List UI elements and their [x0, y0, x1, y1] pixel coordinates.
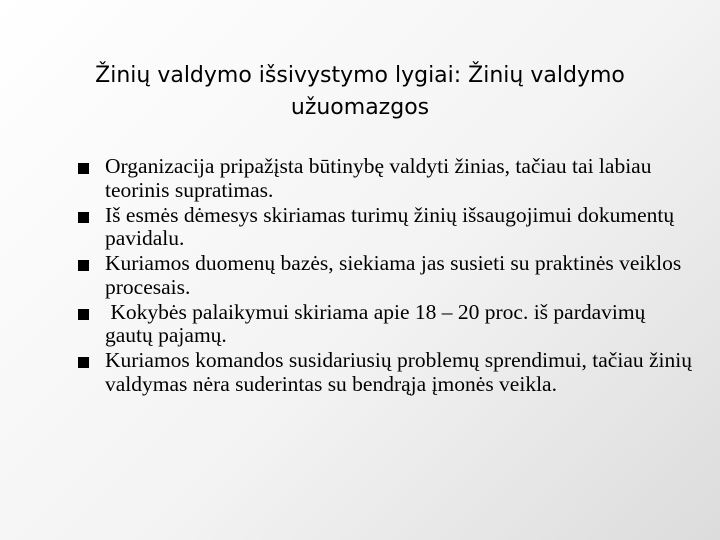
- bullet-text: Kuriamos komandos susidariusių problemų sprendimui, tačiau žinių valdymas nėra suderintas su bendrąja įmonės veikla.: [105, 348, 698, 396]
- square-bullet-icon: [78, 357, 89, 368]
- bullet-text: Organizacija pripažįsta būtinybę valdyti žinias, tačiau tai labiau teorinis supratimas.: [105, 154, 657, 202]
- slide-title: Žinių valdymo išsivystymo lygiai: Žinių valdymo užuomazgos: [95, 63, 625, 120]
- square-bullet-icon: [78, 309, 89, 320]
- bullet-item: [78, 349, 698, 396]
- bullet-item: [78, 252, 698, 299]
- square-bullet-icon: [78, 212, 89, 223]
- square-bullet-icon: [78, 163, 89, 174]
- bullet-item: [78, 204, 698, 251]
- bullet-item: [78, 301, 698, 348]
- square-bullet-icon: [78, 260, 89, 271]
- bullet-text: Kokybės palaikymui skiriama apie 18 – 20 proc. iš pardavimų gautų pajamų.: [105, 299, 651, 347]
- bullet-text: Kuriamos duomenų bazės, siekiama jas susieti su praktinės veiklos procesais.: [105, 251, 687, 299]
- bullet-list: [78, 155, 698, 398]
- bullet-text: Iš esmės dėmesys skiriamas turimų žinių išsaugojimui dokumentų pavidalu.: [105, 202, 680, 250]
- bullet-item: [78, 155, 698, 202]
